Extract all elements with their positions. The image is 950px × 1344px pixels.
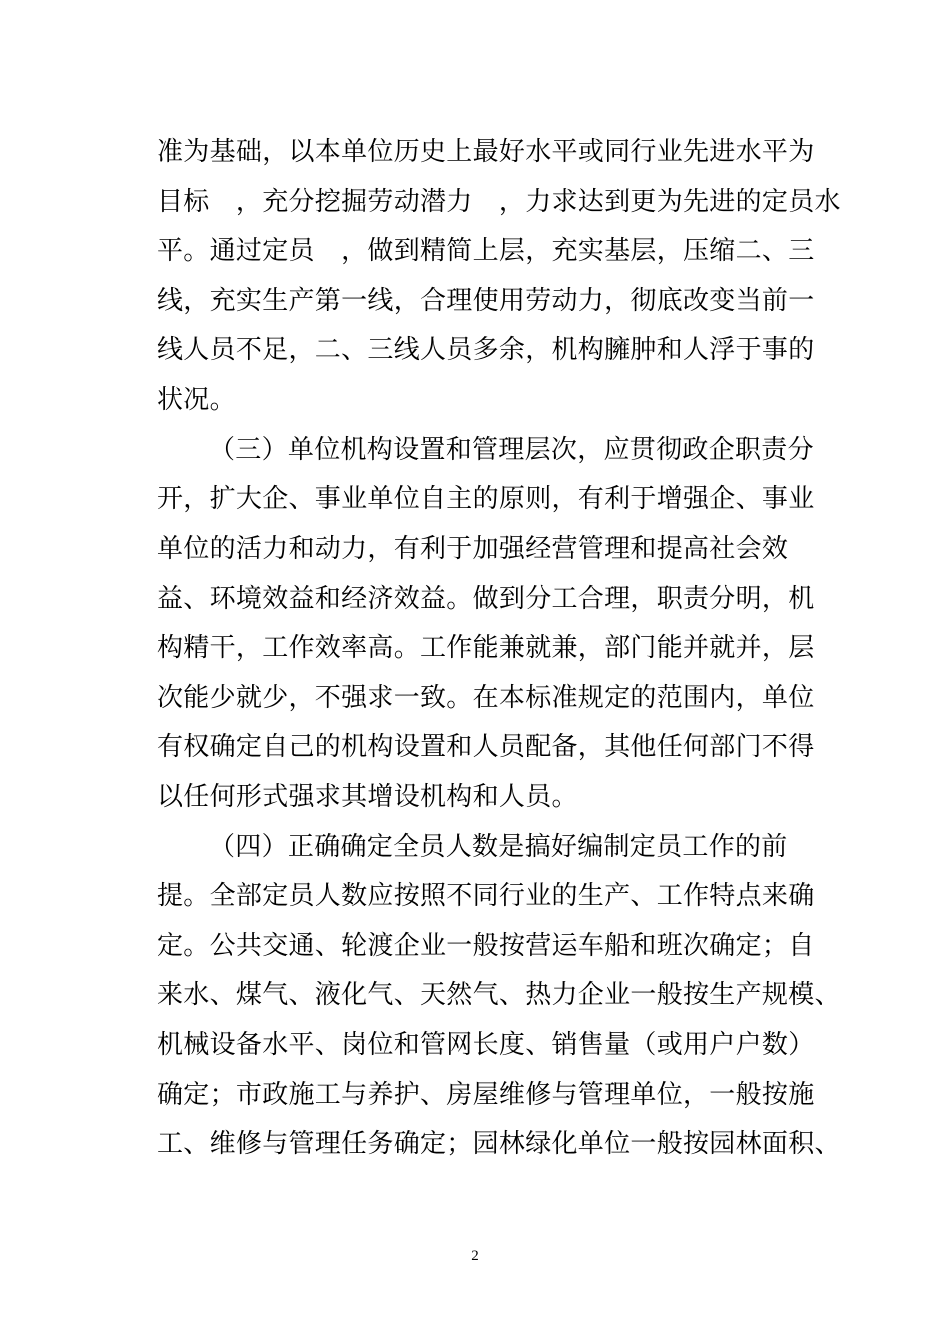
body-line-19: 机械设备水平、岗位和管网长度、销售量（或用户户数） (157, 1030, 815, 1060)
body-line-3: 平。通过定员 ，做到精简上层，充实基层，压缩二、三 (157, 236, 815, 266)
body-line-4: 线，充实生产第一线，合理使用劳动力，彻底改变当前一 (157, 286, 815, 316)
body-line-11: 构精干，工作效率高。工作能兼就兼，部门能并就并，层 (157, 633, 815, 663)
body-line-8: 开，扩大企、事业单位自主的原则，有利于增强企、事业 (157, 484, 815, 514)
body-line-12: 次能少就少，不强求一致。在本标准规定的范围内，单位 (157, 683, 815, 713)
body-line-10: 益、环境效益和经济效益。做到分工合理，职责分明，机 (157, 584, 815, 614)
body-line-2: 目标 ，充分挖掘劳动潜力 ，力求达到更为先进的定员水 (157, 187, 841, 217)
body-line-20: 确定；市政施工与养护、房屋维修与管理单位，一般按施 (157, 1080, 815, 1110)
section-four-heading: （四）正确确定全员人数是搞好编制定员工作的前 (209, 832, 788, 862)
body-line-9: 单位的活力和动力，有利于加强经营管理和提高社会效 (157, 534, 789, 564)
body-line-21: 工、维修与管理任务确定；园林绿化单位一般按园林面积、 (157, 1129, 841, 1159)
body-line-16: 提。全部定员人数应按照不同行业的生产、工作特点来确 (157, 881, 815, 911)
body-line-18: 来水、煤气、液化气、天然气、热力企业一般按生产规模、 (157, 980, 841, 1010)
body-line-1: 准为基础，以本单位历史上最好水平或同行业先进水平为 (157, 137, 815, 167)
section-three-heading: （三）单位机构设置和管理层次，应贯彻政企职责分 (209, 435, 814, 465)
body-line-5: 线人员不足，二、三线人员多余，机构臃肿和人浮于事的 (157, 335, 815, 365)
page-number: 2 (471, 1248, 479, 1264)
body-line-13: 有权确定自己的机构设置和人员配备，其他任何部门不得 (157, 732, 815, 762)
body-line-6: 状况。 (157, 385, 236, 415)
body-line-17: 定。公共交通、轮渡企业一般按营运车船和班次确定；自 (157, 931, 815, 961)
body-line-14: 以任何形式强求其增设机构和人员。 (157, 782, 578, 812)
